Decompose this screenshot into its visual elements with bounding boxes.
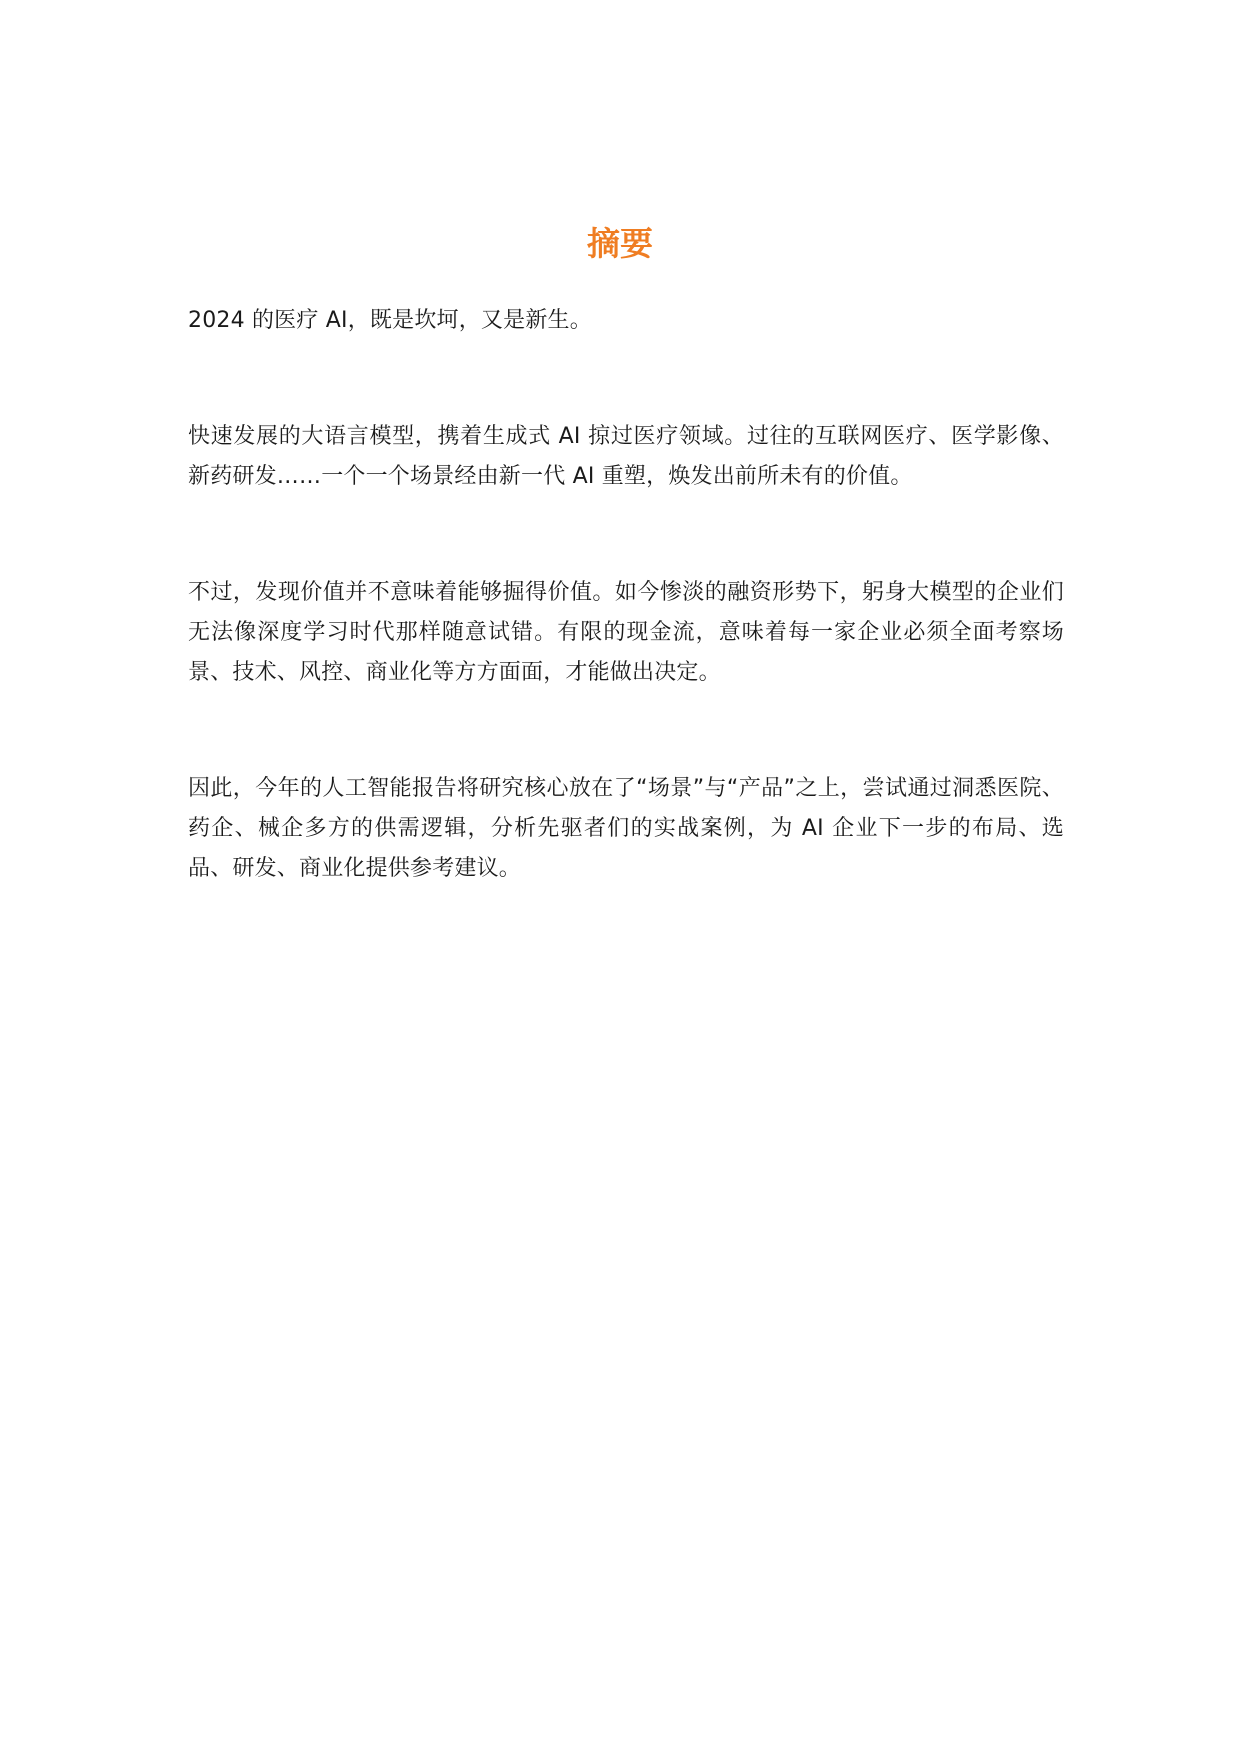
paragraph-intro: 2024 的医疗 AI，既是坎坷，又是新生。 — [188, 308, 592, 333]
summary-body — [188, 301, 1064, 889]
paragraph-llm: 快速发展的大语言模型，携着生成式 AI 掠过医疗领域。过往的互联网医疗、医学影像、新药研发……一个一个场景经由新一代 AI 重塑，焕发出前所未有的价值。 — [188, 424, 1064, 489]
paragraph-value: 不过，发现价值并不意味着能够掘得价值。如今惨淡的融资形势下，躬身大模型的企业们无法像深度学习时代那样随意试错。有限的现金流，意味着每一家企业必须全面考察场景、技术、风控、商业化等方方面面，才能做出决定。 — [188, 580, 1064, 685]
paragraph-report-focus: 因此，今年的人工智能报告将研究核心放在了“场景”与“产品”之上，尝试通过洞悉医院、药企、械企多方的供需逻辑，分析先驱者们的实战案例，为 AI 企业下一步的布局、选品、研发、商业化提供参考建议。 — [188, 776, 1064, 881]
page-title: 摘要 — [587, 224, 653, 263]
